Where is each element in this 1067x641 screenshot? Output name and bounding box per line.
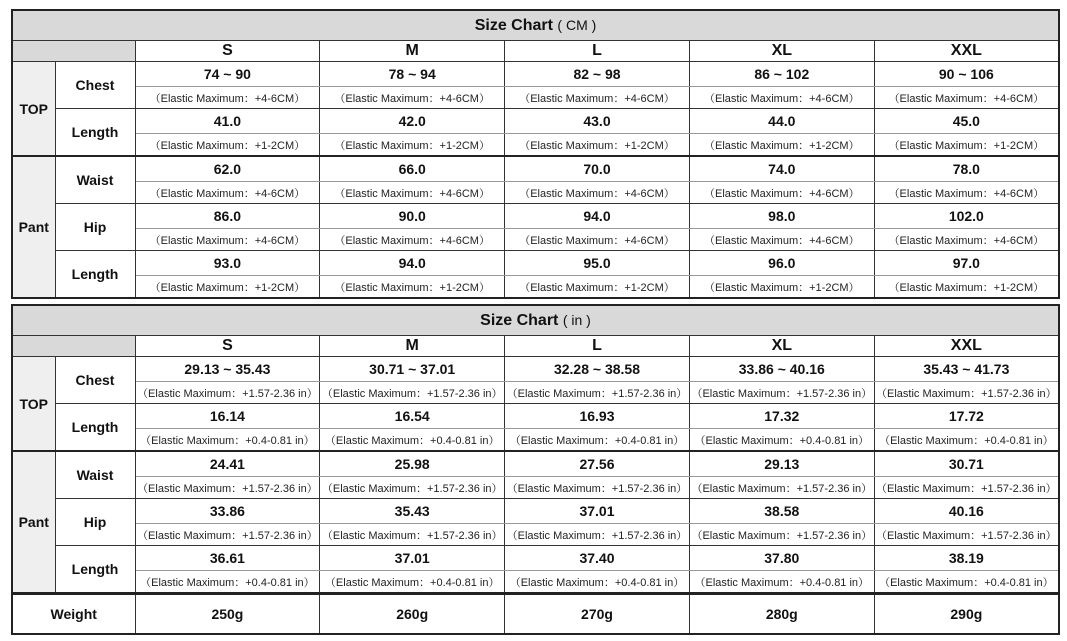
measure-row-elastic: [12, 134, 1059, 157]
header-blank-cell: [12, 336, 135, 357]
elastic-note: （Elastic Maximum：+4-6CM）: [320, 182, 505, 204]
elastic-note: （Elastic Maximum：+4-6CM）: [505, 229, 690, 251]
measure-row-elastic: [12, 276, 1059, 299]
weight-value: 250g: [135, 594, 320, 634]
measure-row-elastic: [12, 382, 1059, 404]
elastic-note: （Elastic Maximum：+4-6CM）: [874, 182, 1059, 204]
value-cell: 33.86: [135, 499, 320, 524]
value-cell: 94.0: [320, 251, 505, 276]
value-cell: 17.72: [874, 404, 1059, 429]
value-cell: 90 ~ 106: [874, 62, 1059, 87]
elastic-note: （Elastic Maximum：+1.57-2.36 in）: [320, 477, 505, 499]
elastic-note: （Elastic Maximum：+4-6CM）: [874, 87, 1059, 109]
size-chart-in-title: [12, 305, 1059, 336]
elastic-note: （Elastic Maximum：+4-6CM）: [689, 229, 874, 251]
elastic-note: （Elastic Maximum：+1-2CM）: [135, 134, 320, 157]
elastic-note: （Elastic Maximum：+1.57-2.36 in）: [874, 524, 1059, 546]
elastic-note: （Elastic Maximum：+1.57-2.36 in）: [874, 382, 1059, 404]
elastic-note: （Elastic Maximum：+1-2CM）: [320, 134, 505, 157]
weight-table: [11, 593, 1060, 635]
value-cell: 37.40: [505, 546, 690, 571]
measure-row-value: [12, 109, 1059, 134]
value-cell: 96.0: [689, 251, 874, 276]
weight-value: 280g: [689, 594, 874, 634]
value-cell: 16.54: [320, 404, 505, 429]
elastic-note: （Elastic Maximum：+1.57-2.36 in）: [505, 524, 690, 546]
value-cell: 16.93: [505, 404, 690, 429]
weight-value: 290g: [874, 594, 1059, 634]
value-cell: 37.01: [320, 546, 505, 571]
elastic-note: （Elastic Maximum：+1-2CM）: [689, 134, 874, 157]
size-header-l: L: [505, 336, 690, 357]
value-cell: 38.19: [874, 546, 1059, 571]
group-label-top: TOP: [12, 357, 55, 452]
value-cell: 42.0: [320, 109, 505, 134]
elastic-note: （Elastic Maximum：+4-6CM）: [505, 87, 690, 109]
elastic-note: （Elastic Maximum：+1.57-2.36 in）: [505, 477, 690, 499]
measure-row-elastic: [12, 182, 1059, 204]
size-header-xxl: XXL: [874, 41, 1059, 62]
measure-label-chest: Chest: [55, 62, 135, 109]
value-cell: 43.0: [505, 109, 690, 134]
value-cell: 16.14: [135, 404, 320, 429]
measure-row-value: [12, 251, 1059, 276]
elastic-note: （Elastic Maximum：+4-6CM）: [320, 87, 505, 109]
value-cell: 35.43 ~ 41.73: [874, 357, 1059, 382]
value-cell: 62.0: [135, 156, 320, 182]
value-cell: 102.0: [874, 204, 1059, 229]
header-blank-cell: [12, 41, 135, 62]
measure-row-elastic: [12, 87, 1059, 109]
group-label-pant: Pant: [12, 451, 55, 593]
value-cell: 33.86 ~ 40.16: [689, 357, 874, 382]
elastic-note: （Elastic Maximum：+1-2CM）: [874, 276, 1059, 299]
elastic-note: （Elastic Maximum：+0.4-0.81 in）: [874, 429, 1059, 452]
value-cell: 37.80: [689, 546, 874, 571]
value-cell: 90.0: [320, 204, 505, 229]
elastic-note: （Elastic Maximum：+1.57-2.36 in）: [135, 477, 320, 499]
value-cell: 32.28 ~ 38.58: [505, 357, 690, 382]
elastic-note: （Elastic Maximum：+1.57-2.36 in）: [135, 382, 320, 404]
value-cell: 38.58: [689, 499, 874, 524]
measure-row-value: [12, 156, 1059, 182]
value-cell: 30.71: [874, 451, 1059, 477]
size-header-s: S: [135, 336, 320, 357]
value-cell: 93.0: [135, 251, 320, 276]
size-header-row: [12, 336, 1059, 357]
measure-row-elastic: [12, 477, 1059, 499]
weight-label: Weight: [12, 594, 135, 634]
value-cell: 37.01: [505, 499, 690, 524]
size-header-xl: XL: [689, 336, 874, 357]
value-cell: 29.13: [689, 451, 874, 477]
measure-row-value: [12, 499, 1059, 524]
value-cell: 86.0: [135, 204, 320, 229]
elastic-note: （Elastic Maximum：+1.57-2.36 in）: [689, 477, 874, 499]
measure-row-elastic: [12, 524, 1059, 546]
size-header-xl: XL: [689, 41, 874, 62]
weight-value: 270g: [505, 594, 690, 634]
measure-row-elastic: [12, 571, 1059, 594]
value-cell: 40.16: [874, 499, 1059, 524]
value-cell: 82 ~ 98: [505, 62, 690, 87]
measure-row-value: [12, 451, 1059, 477]
value-cell: 78.0: [874, 156, 1059, 182]
size-chart-in-table: [11, 304, 1060, 594]
elastic-note: （Elastic Maximum：+1-2CM）: [874, 134, 1059, 157]
value-cell: 45.0: [874, 109, 1059, 134]
measure-label-hip: Hip: [55, 204, 135, 251]
value-cell: 36.61: [135, 546, 320, 571]
elastic-note: （Elastic Maximum：+4-6CM）: [689, 87, 874, 109]
elastic-note: （Elastic Maximum：+0.4-0.81 in）: [505, 571, 690, 594]
elastic-note: （Elastic Maximum：+0.4-0.81 in）: [320, 429, 505, 452]
value-cell: 44.0: [689, 109, 874, 134]
elastic-note: （Elastic Maximum：+1-2CM）: [320, 276, 505, 299]
elastic-note: （Elastic Maximum：+4-6CM）: [505, 182, 690, 204]
measure-row-value: [12, 546, 1059, 571]
elastic-note: （Elastic Maximum：+1.57-2.36 in）: [689, 382, 874, 404]
value-cell: 29.13 ~ 35.43: [135, 357, 320, 382]
elastic-note: （Elastic Maximum：+1.57-2.36 in）: [135, 524, 320, 546]
value-cell: 95.0: [505, 251, 690, 276]
value-cell: 98.0: [689, 204, 874, 229]
measure-row-value: [12, 62, 1059, 87]
value-cell: 94.0: [505, 204, 690, 229]
value-cell: 66.0: [320, 156, 505, 182]
elastic-note: （Elastic Maximum：+0.4-0.81 in）: [135, 571, 320, 594]
measure-label-waist: Waist: [55, 451, 135, 499]
value-cell: 74.0: [689, 156, 874, 182]
elastic-note: （Elastic Maximum：+1.57-2.36 in）: [874, 477, 1059, 499]
measure-row-elastic: [12, 429, 1059, 452]
elastic-note: （Elastic Maximum：+0.4-0.81 in）: [874, 571, 1059, 594]
elastic-note: （Elastic Maximum：+4-6CM）: [320, 229, 505, 251]
measure-label-length: Length: [55, 251, 135, 299]
measure-row-elastic: [12, 229, 1059, 251]
size-chart-cm-table: [11, 9, 1060, 299]
measure-row-value: [12, 204, 1059, 229]
group-label-top: TOP: [12, 62, 55, 157]
elastic-note: （Elastic Maximum：+1.57-2.36 in）: [320, 382, 505, 404]
measure-label-length: Length: [55, 404, 135, 452]
value-cell: 17.32: [689, 404, 874, 429]
measure-label-waist: Waist: [55, 156, 135, 204]
chart-title-text: Size Chart: [474, 16, 553, 34]
value-cell: 30.71 ~ 37.01: [320, 357, 505, 382]
value-cell: 70.0: [505, 156, 690, 182]
value-cell: 86 ~ 102: [689, 62, 874, 87]
elastic-note: （Elastic Maximum：+0.4-0.81 in）: [505, 429, 690, 452]
elastic-note: （Elastic Maximum：+4-6CM）: [689, 182, 874, 204]
value-cell: 35.43: [320, 499, 505, 524]
size-header-xxl: XXL: [874, 336, 1059, 357]
value-cell: 74 ~ 90: [135, 62, 320, 87]
elastic-note: （Elastic Maximum：+4-6CM）: [135, 182, 320, 204]
elastic-note: （Elastic Maximum：+0.4-0.81 in）: [320, 571, 505, 594]
chart-title-text: Size Chart: [480, 311, 559, 329]
size-header-m: M: [320, 41, 505, 62]
elastic-note: （Elastic Maximum：+4-6CM）: [135, 229, 320, 251]
measure-label-length: Length: [55, 546, 135, 594]
size-header-row: [12, 41, 1059, 62]
group-label-pant: Pant: [12, 156, 55, 298]
value-cell: 78 ~ 94: [320, 62, 505, 87]
value-cell: 27.56: [505, 451, 690, 477]
measure-row-value: [12, 404, 1059, 429]
elastic-note: （Elastic Maximum：+4-6CM）: [135, 87, 320, 109]
elastic-note: （Elastic Maximum：+0.4-0.81 in）: [689, 571, 874, 594]
measure-label-hip: Hip: [55, 499, 135, 546]
size-header-m: M: [320, 336, 505, 357]
measure-label-length: Length: [55, 109, 135, 157]
elastic-note: （Elastic Maximum：+4-6CM）: [874, 229, 1059, 251]
measure-row-value: [12, 357, 1059, 382]
elastic-note: （Elastic Maximum：+1.57-2.36 in）: [689, 524, 874, 546]
weight-value: 260g: [320, 594, 505, 634]
elastic-note: （Elastic Maximum：+1.57-2.36 in）: [505, 382, 690, 404]
weight-row: [12, 594, 1059, 634]
elastic-note: （Elastic Maximum：+0.4-0.81 in）: [135, 429, 320, 452]
measure-label-chest: Chest: [55, 357, 135, 404]
elastic-note: （Elastic Maximum：+1-2CM）: [689, 276, 874, 299]
value-cell: 97.0: [874, 251, 1059, 276]
elastic-note: （Elastic Maximum：+1-2CM）: [135, 276, 320, 299]
value-cell: 24.41: [135, 451, 320, 477]
value-cell: 41.0: [135, 109, 320, 134]
size-header-l: L: [505, 41, 690, 62]
elastic-note: （Elastic Maximum：+0.4-0.81 in）: [689, 429, 874, 452]
size-header-s: S: [135, 41, 320, 62]
elastic-note: （Elastic Maximum：+1-2CM）: [505, 134, 690, 157]
value-cell: 25.98: [320, 451, 505, 477]
chart-unit-text: ( CM ): [557, 16, 597, 33]
size-chart-cm-title: [12, 10, 1059, 41]
chart-unit-text: ( in ): [562, 311, 591, 328]
elastic-note: （Elastic Maximum：+1.57-2.36 in）: [320, 524, 505, 546]
elastic-note: （Elastic Maximum：+1-2CM）: [505, 276, 690, 299]
